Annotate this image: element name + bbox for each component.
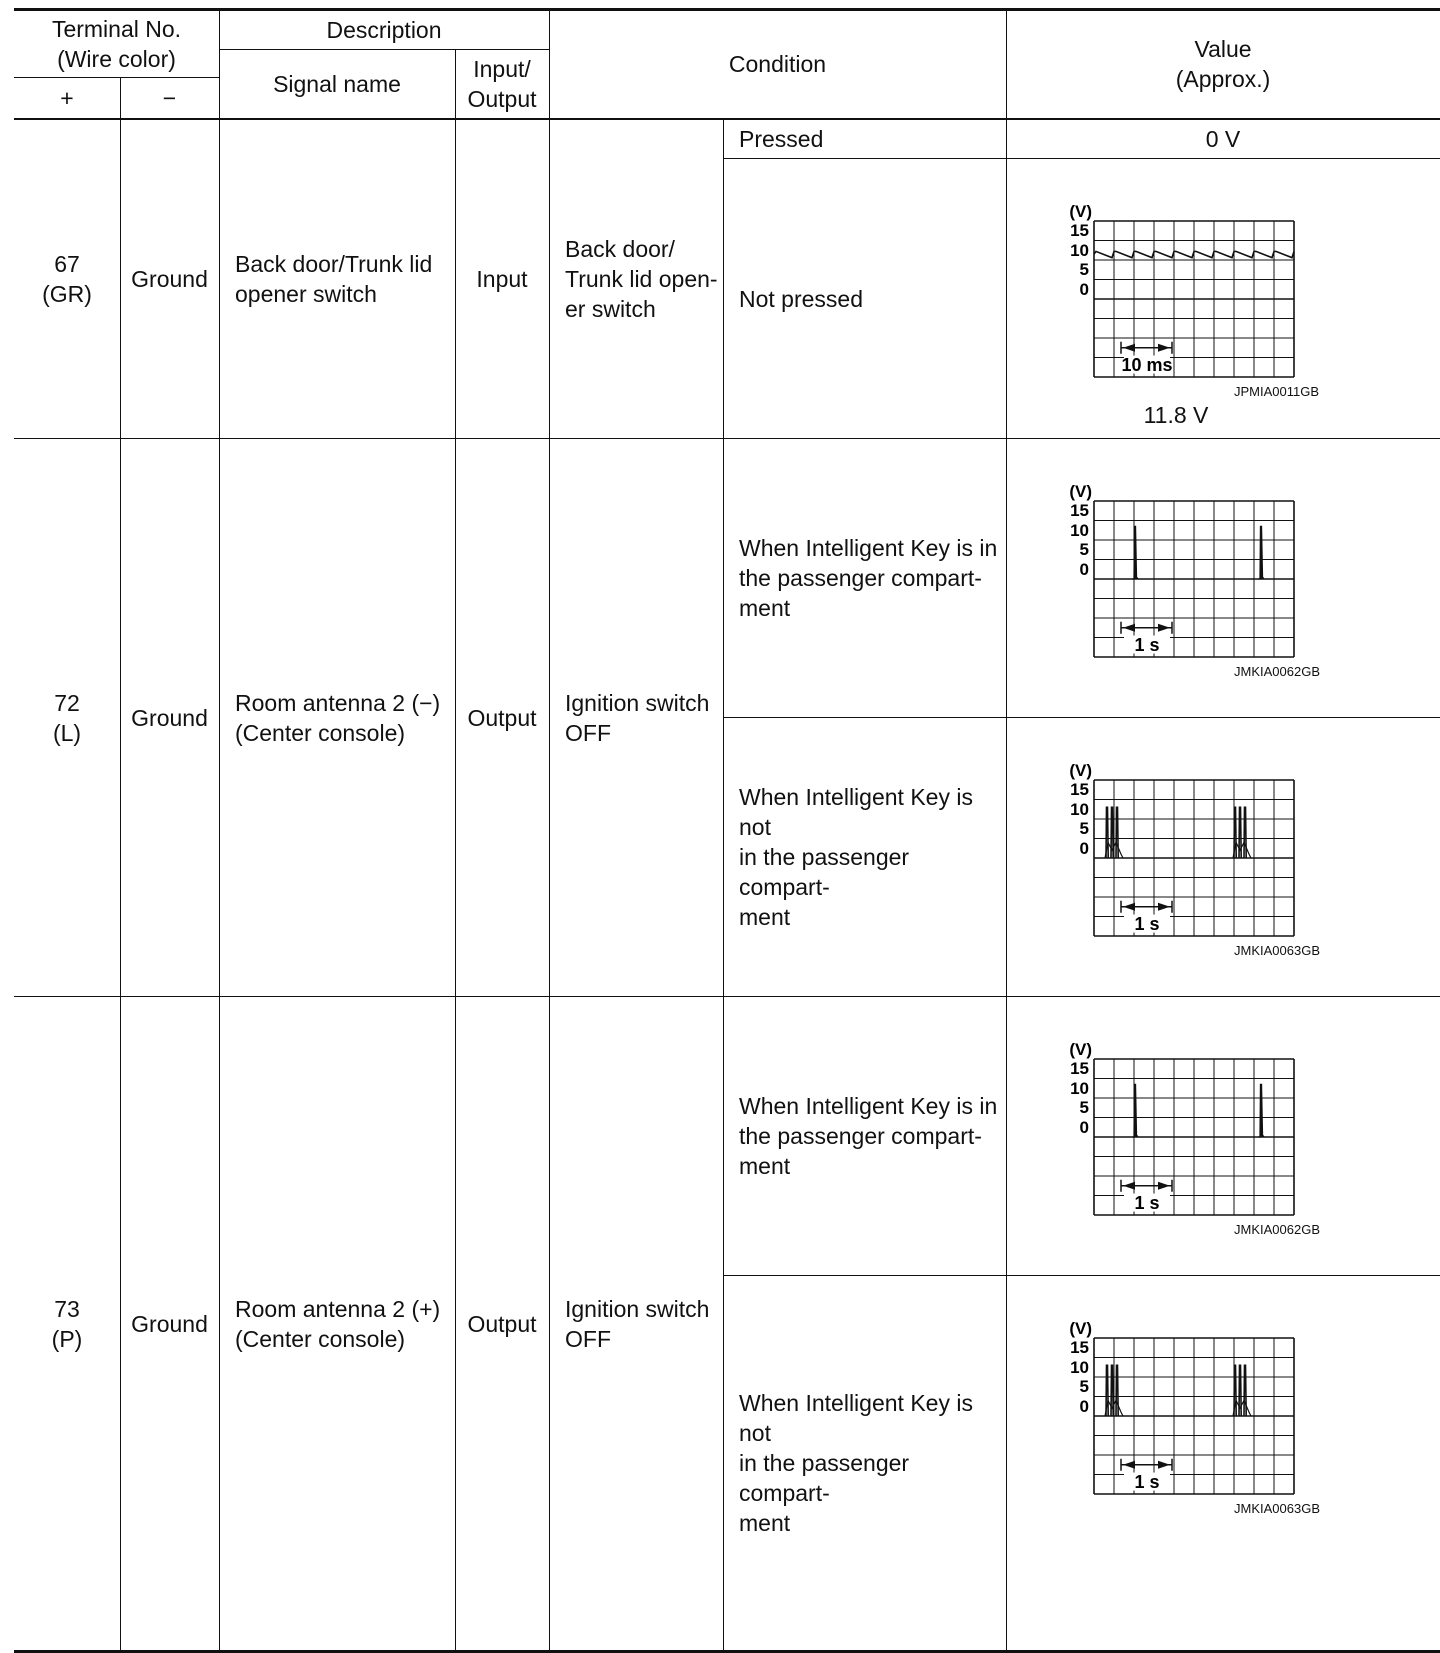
row-67-condition <box>549 119 723 438</box>
wire-color: (GR) <box>42 280 92 307</box>
condition-line1: Ignition switch <box>565 1295 710 1322</box>
axis-tick-label: 5 <box>1079 1098 1089 1117</box>
row-72-terminal <box>14 439 120 996</box>
figure-id: JMKIA0062GB <box>1234 664 1320 679</box>
axis-tick-label: 15 <box>1070 501 1089 520</box>
row-72-io: Output <box>467 704 537 731</box>
figure-id: JMKIA0063GB <box>1234 1501 1320 1516</box>
time-scale-label: 1 s <box>1134 1193 1160 1214</box>
time-scale-arrow <box>1158 1461 1170 1469</box>
row-73-terminal <box>14 997 120 1650</box>
header-io-line2: Output <box>467 86 537 112</box>
waveform-pulse <box>1244 807 1246 858</box>
wire-color: (P) <box>51 1325 83 1352</box>
state-line3: ment <box>739 904 791 930</box>
waveform-pulse <box>1132 526 1138 579</box>
waveform-pulse <box>1116 807 1118 858</box>
condition-line3: er switch <box>565 295 656 322</box>
state-line2: the passenger compart- <box>739 1123 982 1149</box>
signal-line1: Room antenna 2 (+) <box>235 1295 441 1322</box>
axis-tick-label: 5 <box>1079 819 1089 838</box>
figure-id: JMKIA0062GB <box>1234 1222 1320 1237</box>
row-73-state-in <box>723 997 1006 1275</box>
time-scale-arrow <box>1158 624 1170 632</box>
row-72-minus: Ground <box>131 704 208 731</box>
row-67-state-not-pressed: Not pressed <box>739 285 864 312</box>
state-line3: ment <box>739 1510 791 1536</box>
signal-line2: (Center console) <box>235 1325 406 1352</box>
state-line1: When Intelligent Key is not <box>739 784 973 840</box>
condition-line2: Trunk lid open- <box>565 265 718 292</box>
state-line2: in the passenger compart- <box>739 1450 910 1506</box>
row-73-io: Output <box>467 1310 537 1337</box>
state-line3: ment <box>739 595 791 621</box>
time-scale-label: 1 s <box>1134 1472 1160 1493</box>
state-line2: the passenger compart- <box>739 565 982 591</box>
wire-color: (L) <box>52 719 82 746</box>
row-67-value-pressed: 0 V <box>1205 125 1241 152</box>
row-72-state-not-in <box>723 718 1006 996</box>
row-73-condition <box>549 997 723 1650</box>
row-73-state-not-in <box>723 1276 1006 1650</box>
state-line1: When Intelligent Key is in <box>739 535 998 561</box>
header-plus: + <box>60 85 74 111</box>
axis-tick-label: 10 <box>1070 1079 1089 1098</box>
time-scale-arrow <box>1123 1461 1135 1469</box>
time-scale-arrow <box>1123 1182 1135 1190</box>
time-scale-arrow <box>1158 903 1170 911</box>
axis-unit-label: (V) <box>1069 202 1092 221</box>
axis-unit-label: (V) <box>1069 1040 1092 1059</box>
axis-tick-label: 5 <box>1079 540 1089 559</box>
state-line3: ment <box>739 1153 791 1179</box>
header-io-line1: Input/ <box>473 56 531 82</box>
terminal-number: 72 <box>54 689 80 716</box>
axis-tick-label: 0 <box>1079 1118 1089 1137</box>
waveform-multi-pulse <box>1044 1317 1314 1497</box>
waveform-pulse <box>1258 526 1264 579</box>
axis-tick-label: 15 <box>1070 221 1089 240</box>
time-scale-arrow <box>1123 903 1135 911</box>
waveform-multi-pulse <box>1044 759 1314 939</box>
axis-unit-label: (V) <box>1069 761 1092 780</box>
terminal-table <box>14 8 1440 1652</box>
axis-tick-label: 0 <box>1079 1397 1089 1416</box>
time-scale-arrow <box>1123 344 1135 352</box>
axis-tick-label: 0 <box>1079 560 1089 579</box>
waveform-pulse <box>1116 1365 1118 1416</box>
row-72-signal <box>219 439 455 996</box>
axis-unit-label: (V) <box>1069 482 1092 501</box>
signal-line2: opener switch <box>235 280 377 307</box>
axis-tick-label: 10 <box>1070 1358 1089 1377</box>
header-minus: − <box>162 85 177 111</box>
condition-line2: OFF <box>565 1325 611 1352</box>
state-line2: in the passenger compart- <box>739 844 910 900</box>
row-73-signal <box>219 997 455 1650</box>
axis-tick-label: 10 <box>1070 521 1089 540</box>
figure-id: JPMIA0011GB <box>1234 384 1320 399</box>
row-67-value-not-pressed: 11.8 V <box>1143 402 1209 428</box>
header-description: Description <box>326 16 442 43</box>
row-67-io: Input <box>476 265 528 292</box>
axis-tick-label: 15 <box>1070 780 1089 799</box>
waveform-pulse <box>1132 1084 1138 1137</box>
header-terminal <box>14 10 219 77</box>
row-67-minus: Ground <box>131 265 208 292</box>
waveform-pulse <box>1244 1365 1246 1416</box>
axis-tick-label: 5 <box>1079 260 1089 279</box>
axis-tick-label: 0 <box>1079 839 1089 858</box>
waveform-pulse <box>1258 1084 1264 1137</box>
time-scale-label: 1 s <box>1134 635 1160 656</box>
state-line1: When Intelligent Key is in <box>739 1093 998 1119</box>
terminal-number: 67 <box>54 250 80 277</box>
time-scale-arrow <box>1158 1182 1170 1190</box>
axis-tick-label: 15 <box>1070 1338 1089 1357</box>
row-67-signal <box>219 119 455 438</box>
axis-tick-label: 15 <box>1070 1059 1089 1078</box>
condition-line1: Ignition switch <box>565 689 710 716</box>
waveform-square-10ms <box>1044 200 1314 380</box>
header-value-line1: Value <box>1194 36 1252 62</box>
row-73-minus: Ground <box>131 1310 208 1337</box>
terminal-number: 73 <box>54 1295 80 1322</box>
header-signal-name: Signal name <box>273 71 401 97</box>
row-72-state-in <box>723 439 1006 717</box>
row-67-terminal <box>14 119 120 438</box>
time-scale-label: 1 s <box>1134 914 1160 935</box>
axis-tick-label: 0 <box>1079 280 1089 299</box>
time-scale-arrow <box>1123 624 1135 632</box>
time-scale-arrow <box>1158 344 1170 352</box>
header-value-line2: (Approx.) <box>1175 66 1271 92</box>
header-condition: Condition <box>728 51 827 77</box>
time-scale-label: 10 ms <box>1121 355 1173 376</box>
signal-line1: Back door/Trunk lid <box>235 250 433 277</box>
header-terminal-no: Terminal No. <box>51 15 182 42</box>
header-input-output <box>455 50 549 118</box>
waveform-single-pulse <box>1044 1038 1314 1218</box>
axis-tick-label: 10 <box>1070 241 1089 260</box>
axis-tick-label: 5 <box>1079 1377 1089 1396</box>
condition-line2: OFF <box>565 719 611 746</box>
axis-unit-label: (V) <box>1069 1319 1092 1338</box>
header-value <box>1006 10 1440 118</box>
signal-line1: Room antenna 2 (−) <box>235 689 441 716</box>
col-line-5 <box>1006 8 1007 1650</box>
axis-tick-label: 10 <box>1070 800 1089 819</box>
row-67-state-pressed: Pressed <box>739 125 824 152</box>
signal-line2: (Center console) <box>235 719 406 746</box>
figure-id: JMKIA0063GB <box>1234 943 1320 958</box>
waveform-single-pulse <box>1044 480 1314 660</box>
condition-line1: Back door/ <box>565 235 675 262</box>
row-72-condition <box>549 439 723 996</box>
header-wire-color: (Wire color) <box>57 45 176 72</box>
state-line1: When Intelligent Key is not <box>739 1390 973 1446</box>
